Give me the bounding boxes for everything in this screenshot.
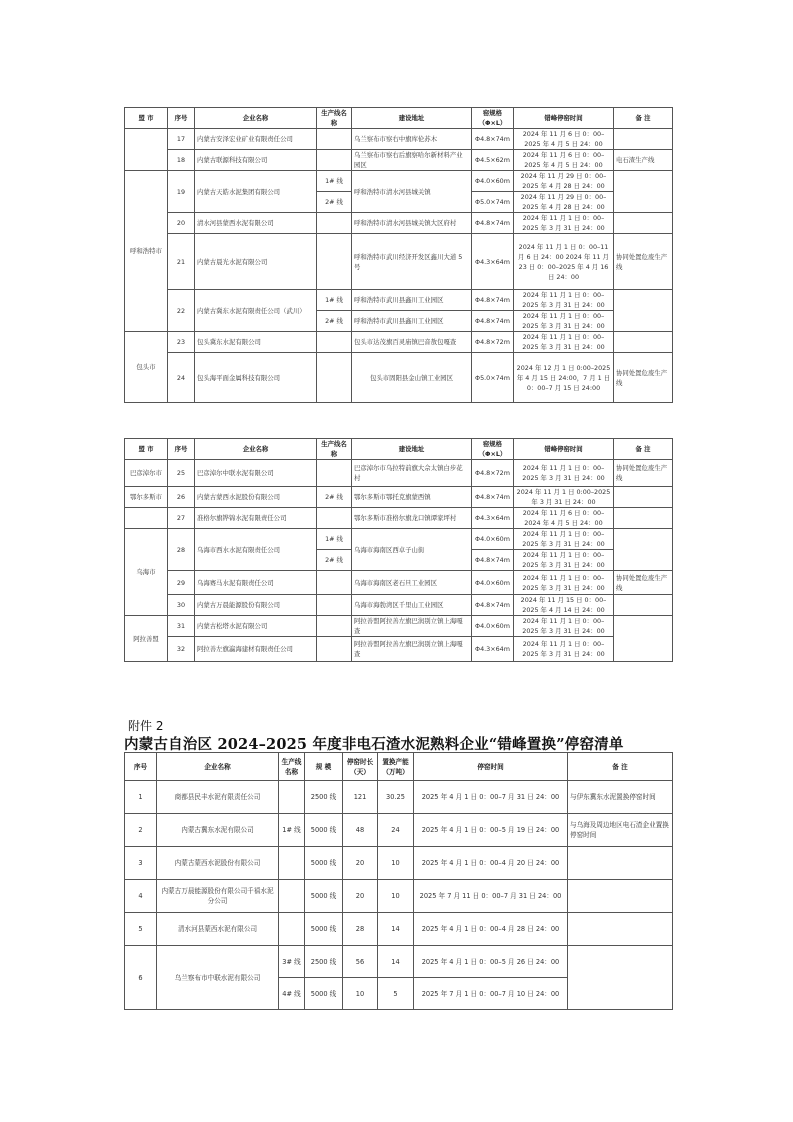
line-cell [317,637,352,662]
stop-time: 2024 年 11 月 6 日 0：00–2025 年 4 月 5 日 24：00 [514,129,614,150]
line-cell [317,150,352,171]
stop-time: 2024 年 11 月 1 日 0：00–11 月 6 日 24：00 2024 年 11 月 23 日 0：00–2025 年 4 月 16 日 24：00 [514,234,614,290]
note [614,290,673,332]
replacement-output: 14 [378,913,414,946]
line-cell: 1# 线 [317,529,352,550]
line-cell: 2# 线 [317,311,352,332]
header-time: 错峰停窑时间 [514,108,614,129]
row-no: 28 [168,529,195,571]
note: 与乌海及周边地区电石渣企业置换停窑时间 [568,814,673,847]
scale: 5000 线 [305,913,343,946]
header-time: 停窑时间 [414,753,568,781]
row-no: 25 [168,460,195,487]
header-no: 序号 [168,108,195,129]
note [614,171,673,213]
row-no: 24 [168,353,195,403]
row-no: 3 [125,847,157,880]
line-cell [317,353,352,403]
row-no: 20 [168,213,195,234]
stop-time: 2024 年 11 月 15 日 0：00–2025 年 4 月 14 日 24：00 [514,595,614,616]
row-no: 27 [168,508,195,529]
kiln-spec: Φ4.3×64m [472,637,514,662]
header-company: 企业名称 [195,439,317,460]
note [614,129,673,150]
row-no: 32 [168,637,195,662]
table-row [125,595,673,616]
note [568,847,673,880]
header-city: 盟 市 [125,108,168,129]
row-no: 19 [168,171,195,213]
row-no: 2 [125,814,157,847]
city-cell [125,508,168,529]
company-name: 乌海赛马水泥有限责任公司 [195,571,317,595]
stop-time: 2024 年 11 月 1 日 0：00–2025 年 3 月 31 日 24：00 [514,571,614,595]
line-cell [317,129,352,150]
company-name: 清水河县蒙西水泥有限公司 [195,213,317,234]
table-row [125,332,673,353]
stop-days: 121 [343,781,378,814]
address: 呼和浩特市武川经济开发区鑫川大道 5 号 [352,234,472,290]
line-cell: 1# 线 [317,290,352,311]
company-name: 清水河县蒙西水泥有限公司 [157,913,279,946]
address: 乌海市海勃湾区千里山工业园区 [352,595,472,616]
address: 阿拉善盟阿拉善左旗巴润别立镇上海嘎查 [352,637,472,662]
note [614,487,673,508]
header-note: 备 注 [614,439,673,460]
company-name: 包头冀东水泥有限公司 [195,332,317,353]
quota-table-part-1 [124,107,673,403]
stop-time: 2024 年 11 月 1 日 0：00–2025 年 3 月 31 日 24：00 [514,332,614,353]
replacement-output: 24 [378,814,414,847]
stop-time: 2024 年 11 月 1 日 0:00–2025 年 3 月 31 日 24：00 [514,487,614,508]
table-row [125,508,673,529]
stop-time: 2024 年 11 月 29 日 0：00–2025 年 4 月 28 日 24：00 [514,171,614,192]
header-line: 生产线名称 [279,753,305,781]
stop-days: 56 [343,946,378,978]
note: 协同处置危废生产线 [614,460,673,487]
table-row [125,880,673,913]
kiln-spec: Φ4.0×60m [472,171,514,192]
company-name: 内蒙古松塔水泥有限公司 [195,616,317,637]
address: 呼和浩特市清水河县城关镇大区府村 [352,213,472,234]
address: 包头市达茂旗百灵庙镇巴音敖包嘎查 [352,332,472,353]
row-no: 22 [168,290,195,332]
stop-time: 2024 年 11 月 1 日 0：00–2025 年 3 月 31 日 24：00 [514,616,614,637]
line-cell [317,616,352,637]
note: 协同处置危废生产线 [614,353,673,403]
line-cell: 3# 线 [279,946,305,978]
line-cell [317,213,352,234]
table-header-row [125,108,673,129]
table-row [125,637,673,662]
row-no: 1 [125,781,157,814]
kiln-spec: Φ5.0×74m [472,353,514,403]
address: 乌海市海南区老石旦工业园区 [352,571,472,595]
header-line: 生产线名 称 [317,108,352,129]
table-header-row [125,753,673,781]
company-name: 内蒙古安泽宏业矿业有限责任公司 [195,129,317,150]
stop-days: 48 [343,814,378,847]
kiln-spec: Φ4.8×74m [472,550,514,571]
table-row [125,781,673,814]
replacement-output: 10 [378,847,414,880]
row-no: 6 [125,946,157,1010]
city-cell: 阿拉善盟 [125,616,168,662]
stop-time: 2024 年 11 月 6 日 0：00–2024 年 4 月 5 日 24：00 [514,508,614,529]
line-cell [279,781,305,814]
header-scale: 规 模 [305,753,343,781]
company-name: 内蒙古万晨能源股份有限公司千禧水泥分公司 [157,880,279,913]
stop-days: 10 [343,978,378,1010]
address: 巴彦淖尔市乌拉特前旗大佘太镇白步花村 [352,460,472,487]
table-row [125,171,673,192]
stop-time: 2024 年 11 月 1 日 0：00–2025 年 3 月 31 日 24：00 [514,290,614,311]
row-no: 5 [125,913,157,946]
stop-days: 28 [343,913,378,946]
table-row [125,847,673,880]
line-cell [279,880,305,913]
quota-table-part-2 [124,438,673,662]
header-address: 建设地址 [352,108,472,129]
line-cell [317,595,352,616]
line-cell: 4# 线 [279,978,305,1010]
scale: 5000 线 [305,880,343,913]
kiln-spec: Φ4.8×74m [472,595,514,616]
replacement-output: 30.25 [378,781,414,814]
city-cell: 鄂尔多斯市 [125,487,168,508]
kiln-spec: Φ4.0×60m [472,529,514,550]
stop-time: 2025 年 4 月 1 日 0：00–5 月 26 日 24：00 [414,946,568,978]
scale: 2500 线 [305,946,343,978]
stop-time: 2024 年 12 月 1 日 0:00–2025 年 4 月 15 日 24:00，7 月 1 日 0：00–7 月 15 日 24:00 [514,353,614,403]
header-company: 企业名称 [157,753,279,781]
scale: 5000 线 [305,814,343,847]
header-days: 停窑时长（天） [343,753,378,781]
kiln-spec: Φ4.8×74m [472,311,514,332]
scale: 2500 线 [305,781,343,814]
company-name: 阿拉善左旗瀛海建材有限责任公司 [195,637,317,662]
line-cell [317,571,352,595]
table-row [125,129,673,150]
address: 呼和浩特市武川县鑫川工业园区 [352,290,472,311]
stop-time: 2025 年 4 月 1 日 0：00–5 月 19 日 24：00 [414,814,568,847]
line-cell: 1# 线 [279,814,305,847]
row-no: 23 [168,332,195,353]
line-cell [317,460,352,487]
replacement-output: 14 [378,946,414,978]
header-note: 备 注 [568,753,673,781]
stop-time: 2025 年 4 月 1 日 0：00–4 月 20 日 24：00 [414,847,568,880]
stop-time: 2025 年 7 月 1 日 0：00–7 月 10 日 24：00 [414,978,568,1010]
stop-time: 2024 年 11 月 1 日 0：00–2025 年 3 月 31 日 24：00 [514,550,614,571]
row-no: 26 [168,487,195,508]
address: 乌兰察布市察右后旗察哈尔新材料产业园区 [352,150,472,171]
header-address: 建设地址 [352,439,472,460]
stop-time: 2024 年 11 月 6 日 0：00–2025 年 4 月 5 日 24：00 [514,150,614,171]
company-name: 乌海市西水水泥有限责任公司 [195,529,317,571]
line-cell [279,913,305,946]
stop-time: 2024 年 11 月 1 日 0：00–2025 年 3 月 31 日 24：00 [514,460,614,487]
table-header-row [125,439,673,460]
stop-days: 20 [343,847,378,880]
table-row [125,487,673,508]
row-no: 31 [168,616,195,637]
stop-time: 2025 年 4 月 1 日 0：00–4 月 28 日 24：00 [414,913,568,946]
company-name: 内蒙古天皓水泥集团有限公司 [195,171,317,213]
city-cell: 巴彦淖尔市 [125,460,168,487]
company-name: 内蒙古联源科技有限公司 [195,150,317,171]
note: 与伊东冀东水泥置换停窑时间 [568,781,673,814]
note: 协同处置危废生产线 [614,234,673,290]
line-cell: 2# 线 [317,192,352,213]
line-cell: 2# 线 [317,487,352,508]
header-note: 备 注 [614,108,673,129]
header-kiln: 窑规格（Φ×L） [472,108,514,129]
kiln-spec: Φ4.3×64m [472,234,514,290]
attachment-label: 附件 2 [128,719,164,733]
stop-time: 2024 年 11 月 1 日 0：00–2025 年 3 月 31 日 24：00 [514,637,614,662]
note [568,946,673,1010]
stop-time: 2024 年 11 月 29 日 0：00–2025 年 4 月 28 日 24：00 [514,192,614,213]
scale: 5000 线 [305,978,343,1010]
kiln-spec: Φ4.8×72m [472,332,514,353]
table-row [125,213,673,234]
table-row [125,290,673,311]
company-name: 商都县民丰水泥有限责任公司 [157,781,279,814]
note [614,213,673,234]
kiln-spec: Φ4.8×72m [472,460,514,487]
kiln-spec: Φ4.0×60m [472,571,514,595]
note: 电石渣生产线 [614,150,673,171]
stop-time: 2025 年 7 月 11 日 0：00–7 月 31 日 24：00 [414,880,568,913]
header-line: 生产线名 称 [317,439,352,460]
stop-time: 2024 年 11 月 1 日 0：00–2025 年 3 月 31 日 24：00 [514,311,614,332]
address: 鄂尔多斯市鄂托克旗蒙西镇 [352,487,472,508]
line-cell [317,332,352,353]
table-row [125,814,673,847]
table-row [125,946,673,978]
address: 呼和浩特市清水河县城关镇 [352,171,472,213]
stop-days: 20 [343,880,378,913]
company-name: 内蒙古蒙西水泥股份有限公司 [157,847,279,880]
address: 包头市固阳县金山镇工业园区 [352,353,472,403]
company-name: 内蒙古蒙西水泥股份有限公司 [195,487,317,508]
company-name: 内蒙古晨光水泥有限公司 [195,234,317,290]
replacement-output: 10 [378,880,414,913]
header-city: 盟 市 [125,439,168,460]
table-row [125,234,673,276]
note [568,913,673,946]
kiln-spec: Φ4.8×74m [472,213,514,234]
address: 鄂尔多斯市准格尔旗龙口镇谭家坪村 [352,508,472,529]
scale: 5000 线 [305,847,343,880]
note [568,880,673,913]
line-cell [317,234,352,290]
address: 乌海市海南区西卓子山街 [352,529,472,571]
table-row [125,571,673,595]
note [614,508,673,529]
header-company: 企业名称 [195,108,317,129]
line-cell [317,508,352,529]
note: 协同处置危废生产线 [614,571,673,595]
kiln-spec: Φ4.5×62m [472,150,514,171]
table-row [125,616,673,637]
kiln-spec: Φ5.0×74m [472,192,514,213]
header-kiln: 窑规格（Φ×L） [472,439,514,460]
replacement-stop-table [124,752,673,1010]
kiln-spec: Φ4.0×60m [472,616,514,637]
page-title: 内蒙古自治区 2024–2025 年度非电石渣水泥熟料企业“错峰置换”停窑清单 [124,736,624,753]
kiln-spec: Φ4.8×74m [472,487,514,508]
city-cell: 呼和浩特市 [125,171,168,332]
company-name: 乌兰察布市中联水泥有限公司 [157,946,279,1010]
company-name: 准格尔旗铧锦水泥有限责任公司 [195,508,317,529]
kiln-spec: Φ4.8×74m [472,129,514,150]
row-no: 30 [168,595,195,616]
line-cell: 1# 线 [317,171,352,192]
stop-time: 2025 年 4 月 1 日 0：00–7 月 31 日 24：00 [414,781,568,814]
address: 乌兰察布市察右中旗库伦苏木 [352,129,472,150]
note [614,595,673,616]
address: 阿拉善盟阿拉善左旗巴润别立镇上海嘎查 [352,616,472,637]
row-no: 4 [125,880,157,913]
city-cell: 包头市 [125,332,168,403]
note [614,332,673,353]
note [614,616,673,662]
company-name: 内蒙古冀东水泥有限公司 [157,814,279,847]
city-cell: 乌海市 [125,529,168,616]
address: 呼和浩特市武川县鑫川工业园区 [352,311,472,332]
kiln-spec: Φ4.8×74m [472,290,514,311]
header-no: 序号 [168,439,195,460]
city-cell [125,129,168,171]
table-row [125,150,673,171]
replacement-output: 5 [378,978,414,1010]
table-row [125,913,673,946]
line-cell [279,847,305,880]
row-no: 21 [168,234,195,290]
row-no: 17 [168,129,195,150]
stop-time: 2024 年 11 月 1 日 0：00–2025 年 3 月 31 日 24：00 [514,213,614,234]
header-time: 错峰停窑时间 [514,439,614,460]
header-no: 序号 [125,753,157,781]
kiln-spec: Φ4.3×64m [472,508,514,529]
line-cell: 2# 线 [317,550,352,571]
header-output: 置换产能（万吨） [378,753,414,781]
table-row [125,353,673,403]
stop-time: 2024 年 11 月 1 日 0：00–2025 年 3 月 31 日 24：00 [514,529,614,550]
row-no: 18 [168,150,195,171]
company-name: 内蒙古冀东水泥有限责任公司（武川） [195,290,317,332]
company-name: 内蒙古万晨能源股份有限公司 [195,595,317,616]
company-name: 包头海平面金属科技有限公司 [195,353,317,403]
note [614,529,673,571]
table-row [125,529,673,550]
table-row [125,460,673,487]
row-no: 29 [168,571,195,595]
company-name: 巴彦淖尔中联水泥有限公司 [195,460,317,487]
